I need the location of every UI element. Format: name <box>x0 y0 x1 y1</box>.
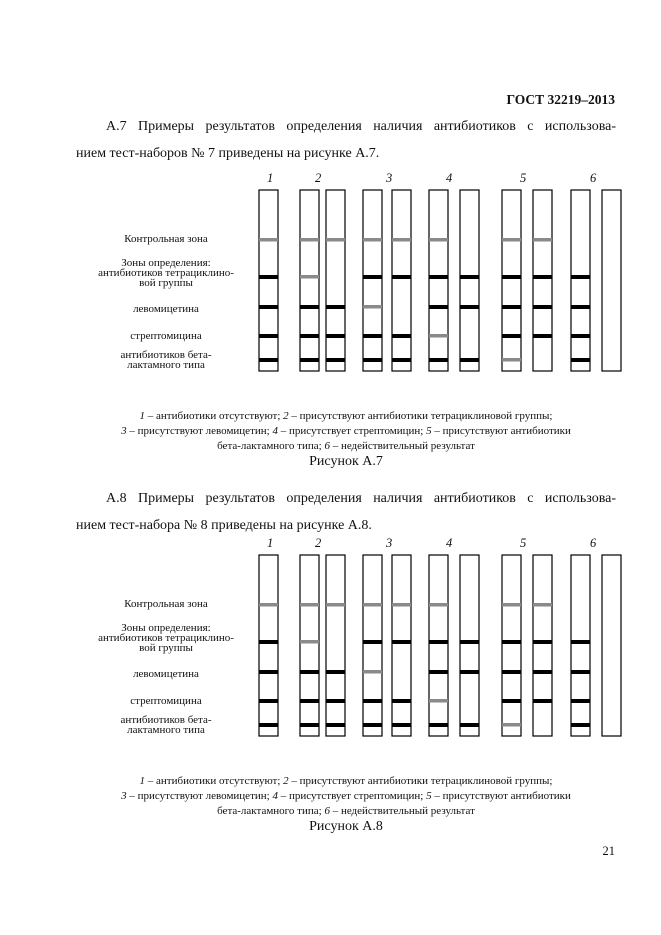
figure-a7-group-numbers <box>0 171 661 185</box>
strip-line-grey <box>300 603 319 607</box>
test-strip-group-5 <box>533 190 552 371</box>
legend-number: 4 <box>272 790 278 802</box>
strip-line-grey <box>533 603 552 607</box>
legend-text: бета-лактамного типа; <box>217 440 325 452</box>
test-strip <box>259 555 278 736</box>
zone-label-levomycetin: левомицетина <box>133 668 199 680</box>
zone-label-streptomycin: стрептомицина <box>130 695 202 707</box>
test-strip-group-3 <box>363 555 382 736</box>
group-number: 5 <box>520 171 527 185</box>
strip-line-dark <box>460 640 479 644</box>
zone-label-detection-line2: антибиотиков тетрациклино- <box>98 632 234 644</box>
strip-line-dark <box>533 334 552 338</box>
zone-label-beta-line2: лактамного типа <box>127 724 205 736</box>
legend-text: – антибиотики отсутствуют; <box>145 410 284 422</box>
strip-line-dark <box>571 334 590 338</box>
strip-line-dark <box>533 640 552 644</box>
figure-a8-legend <box>76 774 616 819</box>
test-strip <box>363 555 382 736</box>
zone-label-detection-line1: Зоны определения: <box>121 622 211 634</box>
strip-line-dark <box>300 334 319 338</box>
group-number: 5 <box>520 536 527 550</box>
legend-number: 6 <box>324 805 330 817</box>
strip-line-dark <box>502 305 521 309</box>
legend-text: – присутствует стрептомицин; <box>277 790 427 802</box>
strip-line-dark <box>259 723 278 727</box>
zone-label-detection-line1: Зоны определения: <box>121 257 211 269</box>
test-strip-group-3 <box>392 555 411 736</box>
zone-label-detection-line3: вой группы <box>139 277 193 289</box>
strip-line-dark <box>300 670 319 674</box>
legend-number: 3 <box>121 425 127 437</box>
test-strip-group-1 <box>259 190 278 371</box>
figure-a8-title: Рисунок А.8 <box>309 819 383 834</box>
strip-line-dark <box>392 723 411 727</box>
legend-text: бета-лактамного типа; <box>217 805 325 817</box>
strip-line-dark <box>571 358 590 362</box>
paragraph-a8-line1: А.8 Примеры результатов определения наличия антибиотиков с использова- <box>106 491 616 506</box>
test-strip <box>363 190 382 371</box>
legend-number: 5 <box>426 790 432 802</box>
strip-line-grey <box>259 603 278 607</box>
test-strip <box>460 190 479 371</box>
strip-line-dark <box>460 723 479 727</box>
zone-label-beta-lactam <box>76 715 256 735</box>
strip-line-dark <box>533 699 552 703</box>
figure-a8 <box>0 530 661 770</box>
test-strip-group-6 <box>571 190 590 371</box>
group-number: 6 <box>590 536 597 550</box>
strip-line-dark <box>571 723 590 727</box>
legend-text: – присутствуют антибиотики тетрациклиновой группы; <box>288 410 553 422</box>
test-strip-group-2 <box>326 190 345 371</box>
figure-a7-title: Рисунок А.7 <box>309 454 383 469</box>
zone-label-beta-line1: антибиотиков бета- <box>120 349 212 361</box>
test-strip-group-5 <box>502 190 521 371</box>
group-number: 3 <box>386 536 393 550</box>
strip-line-grey <box>300 238 319 242</box>
strip-line-dark <box>363 334 382 338</box>
strip-line-dark <box>259 640 278 644</box>
strip-line-grey <box>502 723 521 727</box>
zone-label-detection <box>76 258 256 288</box>
test-strip-group-4 <box>460 190 479 371</box>
strip-line-grey <box>502 358 521 362</box>
strip-line-dark <box>502 275 521 279</box>
legend-number: 1 <box>139 410 146 422</box>
legend-number: 2 <box>283 775 289 787</box>
test-strip-group-5 <box>502 555 521 736</box>
legend-text: – присутствует стрептомицин; <box>277 425 427 437</box>
legend-number: 2 <box>283 410 289 422</box>
strip-line-dark <box>429 358 448 362</box>
strip-line-dark <box>392 275 411 279</box>
legend-number: 4 <box>272 425 278 437</box>
zone-label-control: Контрольная зона <box>124 598 208 610</box>
test-strip <box>502 555 521 736</box>
test-strip-group-5 <box>533 555 552 736</box>
zone-label-detection-line3: вой группы <box>139 642 193 654</box>
strip-line-dark <box>300 305 319 309</box>
strip-line-dark <box>571 275 590 279</box>
test-strip <box>602 555 621 736</box>
test-strip <box>571 190 590 371</box>
figure-a8-group-numbers <box>0 536 661 550</box>
strip-line-grey <box>392 603 411 607</box>
strip-line-dark <box>300 723 319 727</box>
strip-line-dark <box>460 275 479 279</box>
test-strip-group-1 <box>259 555 278 736</box>
test-strip-group-2 <box>300 190 319 371</box>
strip-line-dark <box>429 670 448 674</box>
strip-line-dark <box>363 699 382 703</box>
group-number: 3 <box>386 171 393 185</box>
test-strip <box>392 555 411 736</box>
strip-line-dark <box>259 305 278 309</box>
strip-line-dark <box>502 640 521 644</box>
figure-a7-legend <box>76 409 616 454</box>
strip-line-grey <box>429 603 448 607</box>
paragraph-a8-line2: нием тест-набора № 8 приведены на рисунке А.8. <box>76 518 372 533</box>
strip-line-grey <box>533 238 552 242</box>
legend-text: – присутствуют левомицетин; <box>126 790 273 802</box>
strip-line-dark <box>429 275 448 279</box>
test-strip <box>602 190 621 371</box>
strip-line-dark <box>326 358 345 362</box>
strip-line-dark <box>571 305 590 309</box>
strip-line-dark <box>392 699 411 703</box>
strip-line-grey <box>363 603 382 607</box>
strip-line-grey <box>502 238 521 242</box>
group-number: 2 <box>315 171 322 185</box>
strip-line-dark <box>502 699 521 703</box>
strip-line-dark <box>429 305 448 309</box>
test-strip <box>300 190 319 371</box>
group-number: 1 <box>267 536 274 550</box>
test-strip <box>502 190 521 371</box>
strip-line-dark <box>326 670 345 674</box>
document-header: ГОСТ 32219–2013 <box>506 92 615 107</box>
group-number: 6 <box>590 171 597 185</box>
test-strip-group-6 <box>602 190 621 371</box>
test-strip-group-6 <box>571 555 590 736</box>
test-strip-group-2 <box>300 555 319 736</box>
test-strip <box>533 555 552 736</box>
test-strip <box>326 190 345 371</box>
strip-line-dark <box>392 334 411 338</box>
test-strip <box>533 190 552 371</box>
strip-line-grey <box>259 238 278 242</box>
legend-text: – присутствуют антибиотики тетрациклиновой группы; <box>288 775 553 787</box>
strip-line-dark <box>460 358 479 362</box>
group-number: 2 <box>315 536 322 550</box>
strip-line-dark <box>259 699 278 703</box>
strip-line-dark <box>392 358 411 362</box>
test-strip-group-6 <box>602 555 621 736</box>
strip-line-dark <box>533 670 552 674</box>
strip-line-grey <box>502 603 521 607</box>
strip-line-grey <box>363 305 382 309</box>
strip-line-dark <box>363 723 382 727</box>
strip-line-dark <box>502 334 521 338</box>
strip-line-grey <box>300 275 319 279</box>
legend-text: – антибиотики отсутствуют; <box>145 775 284 787</box>
strip-line-dark <box>392 640 411 644</box>
strip-line-dark <box>363 358 382 362</box>
legend-text: – присутствуют левомицетин; <box>126 425 273 437</box>
strip-line-dark <box>326 723 345 727</box>
strip-line-dark <box>460 305 479 309</box>
legend-number: 5 <box>426 425 432 437</box>
test-strip <box>429 190 448 371</box>
test-strip-group-3 <box>363 190 382 371</box>
test-strip <box>326 555 345 736</box>
zone-label-control: Контрольная зона <box>124 233 208 245</box>
strip-line-dark <box>571 699 590 703</box>
strip-line-dark <box>363 275 382 279</box>
test-strip-group-4 <box>429 190 448 371</box>
test-strip-group-4 <box>429 555 448 736</box>
test-strip <box>300 555 319 736</box>
zone-label-detection <box>76 623 256 653</box>
legend-number: 3 <box>121 790 127 802</box>
strip-line-grey <box>326 603 345 607</box>
test-strip <box>571 555 590 736</box>
test-strip-group-2 <box>326 555 345 736</box>
test-strip <box>429 555 448 736</box>
paragraph-a7-line1: А.7 Примеры результатов определения наличия антибиотиков с использова- <box>106 119 616 134</box>
test-strip-group-3 <box>392 190 411 371</box>
zone-label-streptomycin: стрептомицина <box>130 330 202 342</box>
group-number: 4 <box>446 536 453 550</box>
strip-line-grey <box>429 334 448 338</box>
page-number: 21 <box>602 844 615 858</box>
strip-line-dark <box>259 358 278 362</box>
test-strip <box>392 190 411 371</box>
paragraph-a7-line2: нием тест-наборов № 7 приведены на рисунке А.7. <box>76 146 380 161</box>
group-number: 1 <box>267 171 274 185</box>
strip-line-grey <box>429 238 448 242</box>
strip-line-dark <box>363 640 382 644</box>
legend-text: – присутствуют антибиотики <box>431 425 571 437</box>
legend-text: – недействительный результат <box>329 805 475 817</box>
figure-a7 <box>0 165 661 405</box>
strip-line-dark <box>429 640 448 644</box>
strip-line-dark <box>571 670 590 674</box>
strip-line-dark <box>533 305 552 309</box>
strip-line-dark <box>300 699 319 703</box>
strip-line-grey <box>300 640 319 644</box>
test-strip <box>259 190 278 371</box>
strip-line-grey <box>326 238 345 242</box>
strip-line-dark <box>533 275 552 279</box>
legend-number: 1 <box>139 775 146 787</box>
strip-line-grey <box>392 238 411 242</box>
group-number: 4 <box>446 171 453 185</box>
legend-text: – недействительный результат <box>329 440 475 452</box>
strip-line-dark <box>326 305 345 309</box>
strip-line-grey <box>363 238 382 242</box>
strip-line-dark <box>326 699 345 703</box>
legend-number: 6 <box>324 440 330 452</box>
test-strip <box>460 555 479 736</box>
zone-label-beta-lactam <box>76 350 256 370</box>
strip-line-dark <box>571 640 590 644</box>
strip-line-dark <box>259 334 278 338</box>
paragraph-a7 <box>76 113 616 167</box>
strip-line-grey <box>429 699 448 703</box>
strip-line-dark <box>300 358 319 362</box>
strip-line-grey <box>363 670 382 674</box>
legend-text: – присутствуют антибиотики <box>431 790 571 802</box>
strip-line-dark <box>326 334 345 338</box>
zone-label-detection-line2: антибиотиков тетрациклино- <box>98 267 234 279</box>
zone-label-levomycetin: левомицетина <box>133 303 199 315</box>
strip-line-dark <box>259 670 278 674</box>
test-strip-group-4 <box>460 555 479 736</box>
strip-line-dark <box>460 670 479 674</box>
strip-line-dark <box>429 723 448 727</box>
zone-label-beta-line2: лактамного типа <box>127 359 205 371</box>
zone-label-beta-line1: антибиотиков бета- <box>120 714 212 726</box>
strip-line-dark <box>259 275 278 279</box>
strip-line-dark <box>502 670 521 674</box>
